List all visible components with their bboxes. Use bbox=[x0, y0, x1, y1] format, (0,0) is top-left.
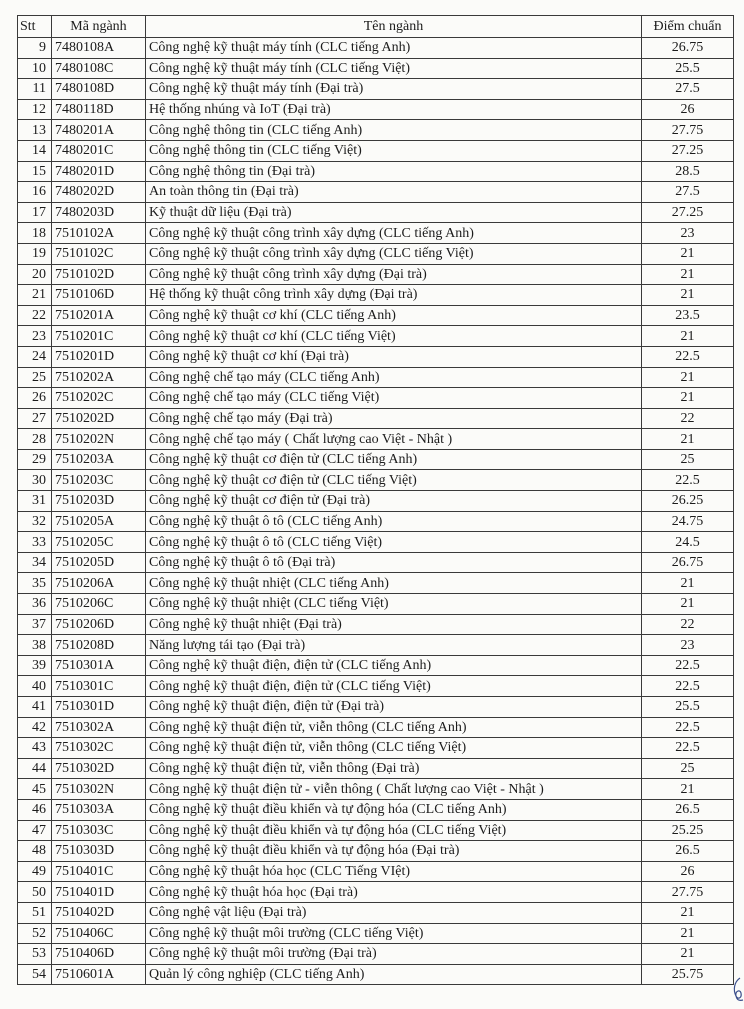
row-cutoff-score-cell: 21 bbox=[642, 902, 734, 923]
row-major-code-cell: 7510102A bbox=[52, 223, 146, 244]
row-cutoff-score-cell: 22.5 bbox=[642, 470, 734, 491]
row-cutoff-score-cell: 25 bbox=[642, 758, 734, 779]
row-major-code-cell: 7510205A bbox=[52, 511, 146, 532]
row-stt-cell: 44 bbox=[18, 758, 52, 779]
row-stt-cell: 53 bbox=[18, 944, 52, 965]
row-stt-cell: 11 bbox=[18, 79, 52, 100]
row-major-name-cell: Công nghệ kỹ thuật máy tính (CLC tiếng Anh) bbox=[146, 38, 642, 59]
row-major-name-cell: Công nghệ chế tạo máy ( Chất lượng cao Việt - Nhật ) bbox=[146, 429, 642, 450]
row-cutoff-score-cell: 21 bbox=[642, 594, 734, 615]
table-row bbox=[18, 120, 734, 141]
row-major-code-cell: 7510303C bbox=[52, 820, 146, 841]
row-major-code-cell: 7480108A bbox=[52, 38, 146, 59]
row-cutoff-score-cell: 21 bbox=[642, 264, 734, 285]
row-cutoff-score-cell: 27.5 bbox=[642, 182, 734, 203]
row-cutoff-score-cell: 22 bbox=[642, 614, 734, 635]
row-stt-cell: 27 bbox=[18, 408, 52, 429]
row-stt-cell: 22 bbox=[18, 305, 52, 326]
row-stt-cell: 19 bbox=[18, 243, 52, 264]
row-stt-cell: 34 bbox=[18, 552, 52, 573]
row-cutoff-score-cell: 22.5 bbox=[642, 346, 734, 367]
row-major-code-cell: 7510201C bbox=[52, 326, 146, 347]
table-row bbox=[18, 902, 734, 923]
row-stt-cell: 43 bbox=[18, 738, 52, 759]
row-cutoff-score-cell: 21 bbox=[642, 243, 734, 264]
row-major-name-cell: Công nghệ kỹ thuật nhiệt (Đại trà) bbox=[146, 614, 642, 635]
table-row bbox=[18, 882, 734, 903]
row-major-code-cell: 7510303A bbox=[52, 799, 146, 820]
row-major-code-cell: 7510203C bbox=[52, 470, 146, 491]
row-cutoff-score-cell: 25 bbox=[642, 449, 734, 470]
table-row bbox=[18, 38, 734, 59]
row-major-name-cell: Công nghệ thông tin (Đại trà) bbox=[146, 161, 642, 182]
row-cutoff-score-cell: 24.5 bbox=[642, 532, 734, 553]
row-major-name-cell: Công nghệ kỹ thuật máy tính (Đại trà) bbox=[146, 79, 642, 100]
row-major-name-cell: Công nghệ kỹ thuật điện tử - viễn thông ( Chất lượng cao Việt - Nhật ) bbox=[146, 779, 642, 800]
row-major-code-cell: 7510202C bbox=[52, 388, 146, 409]
row-major-name-cell: Công nghệ kỹ thuật hóa học (Đại trà) bbox=[146, 882, 642, 903]
row-major-name-cell: Công nghệ kỹ thuật công trình xây dựng (CLC tiếng Anh) bbox=[146, 223, 642, 244]
row-major-name-cell: An toàn thông tin (Đại trà) bbox=[146, 182, 642, 203]
column-header-major-code: Mã ngành bbox=[52, 16, 146, 38]
row-major-code-cell: 7510206D bbox=[52, 614, 146, 635]
row-cutoff-score-cell: 26.75 bbox=[642, 38, 734, 59]
row-major-code-cell: 7510208D bbox=[52, 635, 146, 656]
table-row bbox=[18, 388, 734, 409]
table-row bbox=[18, 923, 734, 944]
table-row bbox=[18, 223, 734, 244]
row-major-name-cell: Công nghệ vật liệu (Đại trà) bbox=[146, 902, 642, 923]
row-major-name-cell: Quản lý công nghiệp (CLC tiếng Anh) bbox=[146, 964, 642, 985]
row-cutoff-score-cell: 22.5 bbox=[642, 655, 734, 676]
row-stt-cell: 13 bbox=[18, 120, 52, 141]
row-stt-cell: 45 bbox=[18, 779, 52, 800]
row-stt-cell: 32 bbox=[18, 511, 52, 532]
row-stt-cell: 40 bbox=[18, 676, 52, 697]
table-row bbox=[18, 491, 734, 512]
row-stt-cell: 47 bbox=[18, 820, 52, 841]
row-major-code-cell: 7510302C bbox=[52, 738, 146, 759]
table-row bbox=[18, 243, 734, 264]
row-stt-cell: 29 bbox=[18, 449, 52, 470]
table-row bbox=[18, 552, 734, 573]
row-stt-cell: 9 bbox=[18, 38, 52, 59]
row-stt-cell: 49 bbox=[18, 861, 52, 882]
row-major-code-cell: 7510301D bbox=[52, 697, 146, 718]
row-major-code-cell: 7510401C bbox=[52, 861, 146, 882]
row-major-code-cell: 7480118D bbox=[52, 99, 146, 120]
row-major-code-cell: 7510303D bbox=[52, 841, 146, 862]
row-cutoff-score-cell: 26.5 bbox=[642, 841, 734, 862]
row-major-name-cell: Công nghệ kỹ thuật điện, điện tử (CLC tiếng Việt) bbox=[146, 676, 642, 697]
row-cutoff-score-cell: 23 bbox=[642, 635, 734, 656]
row-major-name-cell: Công nghệ kỹ thuật điện, điện tử (CLC tiếng Anh) bbox=[146, 655, 642, 676]
row-major-name-cell: Công nghệ kỹ thuật điện tử, viễn thông (CLC tiếng Việt) bbox=[146, 738, 642, 759]
table-row bbox=[18, 511, 734, 532]
row-major-name-cell: Công nghệ kỹ thuật nhiệt (CLC tiếng Việt) bbox=[146, 594, 642, 615]
row-major-name-cell: Công nghệ kỹ thuật điện, điện tử (Đại trà) bbox=[146, 697, 642, 718]
row-major-name-cell: Công nghệ kỹ thuật ô tô (Đại trà) bbox=[146, 552, 642, 573]
row-cutoff-score-cell: 22 bbox=[642, 408, 734, 429]
table-row bbox=[18, 305, 734, 326]
row-stt-cell: 33 bbox=[18, 532, 52, 553]
row-major-code-cell: 7510206C bbox=[52, 594, 146, 615]
row-major-code-cell: 7510202N bbox=[52, 429, 146, 450]
row-major-code-cell: 7510102D bbox=[52, 264, 146, 285]
row-cutoff-score-cell: 21 bbox=[642, 326, 734, 347]
row-cutoff-score-cell: 23 bbox=[642, 223, 734, 244]
row-major-name-cell: Công nghệ kỹ thuật cơ điện tử (Đại trà) bbox=[146, 491, 642, 512]
table-row bbox=[18, 944, 734, 965]
table-row bbox=[18, 594, 734, 615]
row-stt-cell: 31 bbox=[18, 491, 52, 512]
table-row bbox=[18, 532, 734, 553]
table-row bbox=[18, 58, 734, 79]
row-major-name-cell: Công nghệ kỹ thuật nhiệt (CLC tiếng Anh) bbox=[146, 573, 642, 594]
row-major-name-cell: Công nghệ kỹ thuật hóa học (CLC Tiếng VIệt) bbox=[146, 861, 642, 882]
table-row bbox=[18, 717, 734, 738]
table-row bbox=[18, 140, 734, 161]
row-cutoff-score-cell: 27.75 bbox=[642, 882, 734, 903]
table-row bbox=[18, 264, 734, 285]
row-major-name-cell: Hệ thống kỹ thuật công trình xây dựng (Đại trà) bbox=[146, 285, 642, 306]
row-stt-cell: 41 bbox=[18, 697, 52, 718]
row-major-code-cell: 7480201A bbox=[52, 120, 146, 141]
row-major-code-cell: 7510206A bbox=[52, 573, 146, 594]
row-major-code-cell: 7480108C bbox=[52, 58, 146, 79]
row-cutoff-score-cell: 22.5 bbox=[642, 738, 734, 759]
row-cutoff-score-cell: 26.25 bbox=[642, 491, 734, 512]
row-major-code-cell: 7510402D bbox=[52, 902, 146, 923]
row-stt-cell: 36 bbox=[18, 594, 52, 615]
row-stt-cell: 12 bbox=[18, 99, 52, 120]
table-row bbox=[18, 635, 734, 656]
row-stt-cell: 37 bbox=[18, 614, 52, 635]
row-cutoff-score-cell: 25.75 bbox=[642, 964, 734, 985]
row-stt-cell: 46 bbox=[18, 799, 52, 820]
table-row bbox=[18, 820, 734, 841]
row-stt-cell: 51 bbox=[18, 902, 52, 923]
column-header-stt: Stt bbox=[18, 16, 52, 38]
row-major-code-cell: 7510205D bbox=[52, 552, 146, 573]
column-header-major-name: Tên ngành bbox=[146, 16, 642, 38]
row-major-name-cell: Công nghệ kỹ thuật điều khiển và tự động hóa (Đại trà) bbox=[146, 841, 642, 862]
row-major-name-cell: Công nghệ kỹ thuật điều khiển và tự động hóa (CLC tiếng Việt) bbox=[146, 820, 642, 841]
row-cutoff-score-cell: 21 bbox=[642, 779, 734, 800]
row-major-name-cell: Công nghệ kỹ thuật cơ điện tử (CLC tiếng Anh) bbox=[146, 449, 642, 470]
row-stt-cell: 35 bbox=[18, 573, 52, 594]
table-row bbox=[18, 449, 734, 470]
row-major-name-cell: Công nghệ kỹ thuật điện tử, viễn thông (CLC tiếng Anh) bbox=[146, 717, 642, 738]
row-stt-cell: 14 bbox=[18, 140, 52, 161]
row-cutoff-score-cell: 26.75 bbox=[642, 552, 734, 573]
table-row bbox=[18, 738, 734, 759]
row-cutoff-score-cell: 26 bbox=[642, 99, 734, 120]
row-stt-cell: 50 bbox=[18, 882, 52, 903]
row-cutoff-score-cell: 27.25 bbox=[642, 140, 734, 161]
row-major-code-cell: 7480201D bbox=[52, 161, 146, 182]
row-major-code-cell: 7510301C bbox=[52, 676, 146, 697]
row-stt-cell: 20 bbox=[18, 264, 52, 285]
row-cutoff-score-cell: 25.5 bbox=[642, 697, 734, 718]
row-major-name-cell: Công nghệ kỹ thuật ô tô (CLC tiếng Anh) bbox=[146, 511, 642, 532]
row-stt-cell: 39 bbox=[18, 655, 52, 676]
table-row bbox=[18, 429, 734, 450]
row-stt-cell: 18 bbox=[18, 223, 52, 244]
row-cutoff-score-cell: 22.5 bbox=[642, 717, 734, 738]
row-major-name-cell: Công nghệ thông tin (CLC tiếng Anh) bbox=[146, 120, 642, 141]
row-major-code-cell: 7510401D bbox=[52, 882, 146, 903]
row-stt-cell: 26 bbox=[18, 388, 52, 409]
table-row bbox=[18, 758, 734, 779]
row-cutoff-score-cell: 21 bbox=[642, 944, 734, 965]
table-row bbox=[18, 202, 734, 223]
row-major-name-cell: Công nghệ kỹ thuật điện tử, viễn thông (Đại trà) bbox=[146, 758, 642, 779]
row-major-name-cell: Công nghệ kỹ thuật công trình xây dựng (Đại trà) bbox=[146, 264, 642, 285]
row-stt-cell: 16 bbox=[18, 182, 52, 203]
row-cutoff-score-cell: 21 bbox=[642, 388, 734, 409]
row-major-code-cell: 7480108D bbox=[52, 79, 146, 100]
row-major-name-cell: Công nghệ kỹ thuật điều khiển và tự động hóa (CLC tiếng Anh) bbox=[146, 799, 642, 820]
row-major-name-cell: Kỹ thuật dữ liệu (Đại trà) bbox=[146, 202, 642, 223]
row-cutoff-score-cell: 24.75 bbox=[642, 511, 734, 532]
row-major-name-cell: Công nghệ kỹ thuật cơ khí (Đại trà) bbox=[146, 346, 642, 367]
row-major-code-cell: 7510202A bbox=[52, 367, 146, 388]
table-row bbox=[18, 326, 734, 347]
table-row bbox=[18, 861, 734, 882]
row-stt-cell: 15 bbox=[18, 161, 52, 182]
row-cutoff-score-cell: 21 bbox=[642, 285, 734, 306]
row-major-code-cell: 7480201C bbox=[52, 140, 146, 161]
row-major-name-cell: Hệ thống nhúng và IoT (Đại trà) bbox=[146, 99, 642, 120]
table-row bbox=[18, 182, 734, 203]
row-cutoff-score-cell: 21 bbox=[642, 573, 734, 594]
table-row bbox=[18, 161, 734, 182]
row-cutoff-score-cell: 25.5 bbox=[642, 58, 734, 79]
row-major-code-cell: 7510302D bbox=[52, 758, 146, 779]
row-stt-cell: 30 bbox=[18, 470, 52, 491]
row-major-code-cell: 7510201A bbox=[52, 305, 146, 326]
row-stt-cell: 38 bbox=[18, 635, 52, 656]
row-major-code-cell: 7510202D bbox=[52, 408, 146, 429]
table-body bbox=[18, 38, 734, 985]
row-major-name-cell: Công nghệ kỹ thuật ô tô (CLC tiếng Việt) bbox=[146, 532, 642, 553]
table-row bbox=[18, 697, 734, 718]
row-cutoff-score-cell: 23.5 bbox=[642, 305, 734, 326]
row-major-code-cell: 7510203D bbox=[52, 491, 146, 512]
table-row bbox=[18, 99, 734, 120]
row-stt-cell: 21 bbox=[18, 285, 52, 306]
table-row bbox=[18, 779, 734, 800]
table-row bbox=[18, 676, 734, 697]
table-row bbox=[18, 367, 734, 388]
row-major-code-cell: 7510102C bbox=[52, 243, 146, 264]
row-cutoff-score-cell: 26.5 bbox=[642, 799, 734, 820]
table-row bbox=[18, 573, 734, 594]
row-cutoff-score-cell: 27.75 bbox=[642, 120, 734, 141]
row-major-code-cell: 7480203D bbox=[52, 202, 146, 223]
row-stt-cell: 54 bbox=[18, 964, 52, 985]
row-major-code-cell: 7510205C bbox=[52, 532, 146, 553]
row-cutoff-score-cell: 25.25 bbox=[642, 820, 734, 841]
table-row bbox=[18, 470, 734, 491]
row-major-name-cell: Công nghệ thông tin (CLC tiếng Việt) bbox=[146, 140, 642, 161]
row-major-name-cell: Công nghệ chế tạo máy (CLC tiếng Anh) bbox=[146, 367, 642, 388]
table-row bbox=[18, 655, 734, 676]
row-major-code-cell: 7510106D bbox=[52, 285, 146, 306]
row-cutoff-score-cell: 21 bbox=[642, 923, 734, 944]
admission-score-sheet bbox=[17, 15, 733, 985]
row-major-code-cell: 7510302A bbox=[52, 717, 146, 738]
table-row bbox=[18, 79, 734, 100]
row-major-code-cell: 7510203A bbox=[52, 449, 146, 470]
column-header-cutoff-score: Điểm chuẩn bbox=[642, 16, 734, 38]
row-major-name-cell: Công nghệ kỹ thuật cơ khí (CLC tiếng Việt) bbox=[146, 326, 642, 347]
row-stt-cell: 24 bbox=[18, 346, 52, 367]
row-major-code-cell: 7510406D bbox=[52, 944, 146, 965]
row-major-code-cell: 7510301A bbox=[52, 655, 146, 676]
row-cutoff-score-cell: 27.5 bbox=[642, 79, 734, 100]
row-major-name-cell: Công nghệ kỹ thuật cơ điện tử (CLC tiếng Việt) bbox=[146, 470, 642, 491]
row-stt-cell: 23 bbox=[18, 326, 52, 347]
signature-mark bbox=[730, 976, 744, 1002]
row-stt-cell: 48 bbox=[18, 841, 52, 862]
row-cutoff-score-cell: 28.5 bbox=[642, 161, 734, 182]
row-major-name-cell: Công nghệ kỹ thuật máy tính (CLC tiếng Việt) bbox=[146, 58, 642, 79]
row-stt-cell: 42 bbox=[18, 717, 52, 738]
table-row bbox=[18, 614, 734, 635]
table-row bbox=[18, 408, 734, 429]
row-major-code-cell: 7480202D bbox=[52, 182, 146, 203]
row-stt-cell: 52 bbox=[18, 923, 52, 944]
row-stt-cell: 17 bbox=[18, 202, 52, 223]
admission-score-table bbox=[17, 15, 734, 985]
row-stt-cell: 25 bbox=[18, 367, 52, 388]
row-major-name-cell: Công nghệ kỹ thuật cơ khí (CLC tiếng Anh) bbox=[146, 305, 642, 326]
table-row bbox=[18, 346, 734, 367]
table-row bbox=[18, 841, 734, 862]
row-major-code-cell: 7510302N bbox=[52, 779, 146, 800]
row-cutoff-score-cell: 27.25 bbox=[642, 202, 734, 223]
row-major-name-cell: Công nghệ kỹ thuật công trình xây dựng (CLC tiếng Việt) bbox=[146, 243, 642, 264]
row-major-name-cell: Công nghệ kỹ thuật môi trường (Đại trà) bbox=[146, 944, 642, 965]
row-major-name-cell: Công nghệ chế tạo máy (Đại trà) bbox=[146, 408, 642, 429]
row-major-name-cell: Công nghệ kỹ thuật môi trường (CLC tiếng Việt) bbox=[146, 923, 642, 944]
row-stt-cell: 10 bbox=[18, 58, 52, 79]
table-header-row bbox=[18, 16, 734, 38]
row-stt-cell: 28 bbox=[18, 429, 52, 450]
row-major-name-cell: Công nghệ chế tạo máy (CLC tiếng Việt) bbox=[146, 388, 642, 409]
row-cutoff-score-cell: 26 bbox=[642, 861, 734, 882]
row-cutoff-score-cell: 22.5 bbox=[642, 676, 734, 697]
table-row bbox=[18, 964, 734, 985]
row-cutoff-score-cell: 21 bbox=[642, 367, 734, 388]
row-major-name-cell: Năng lượng tái tạo (Đại trà) bbox=[146, 635, 642, 656]
table-row bbox=[18, 799, 734, 820]
row-cutoff-score-cell: 21 bbox=[642, 429, 734, 450]
table-row bbox=[18, 285, 734, 306]
row-major-code-cell: 7510406C bbox=[52, 923, 146, 944]
row-major-code-cell: 7510601A bbox=[52, 964, 146, 985]
row-major-code-cell: 7510201D bbox=[52, 346, 146, 367]
